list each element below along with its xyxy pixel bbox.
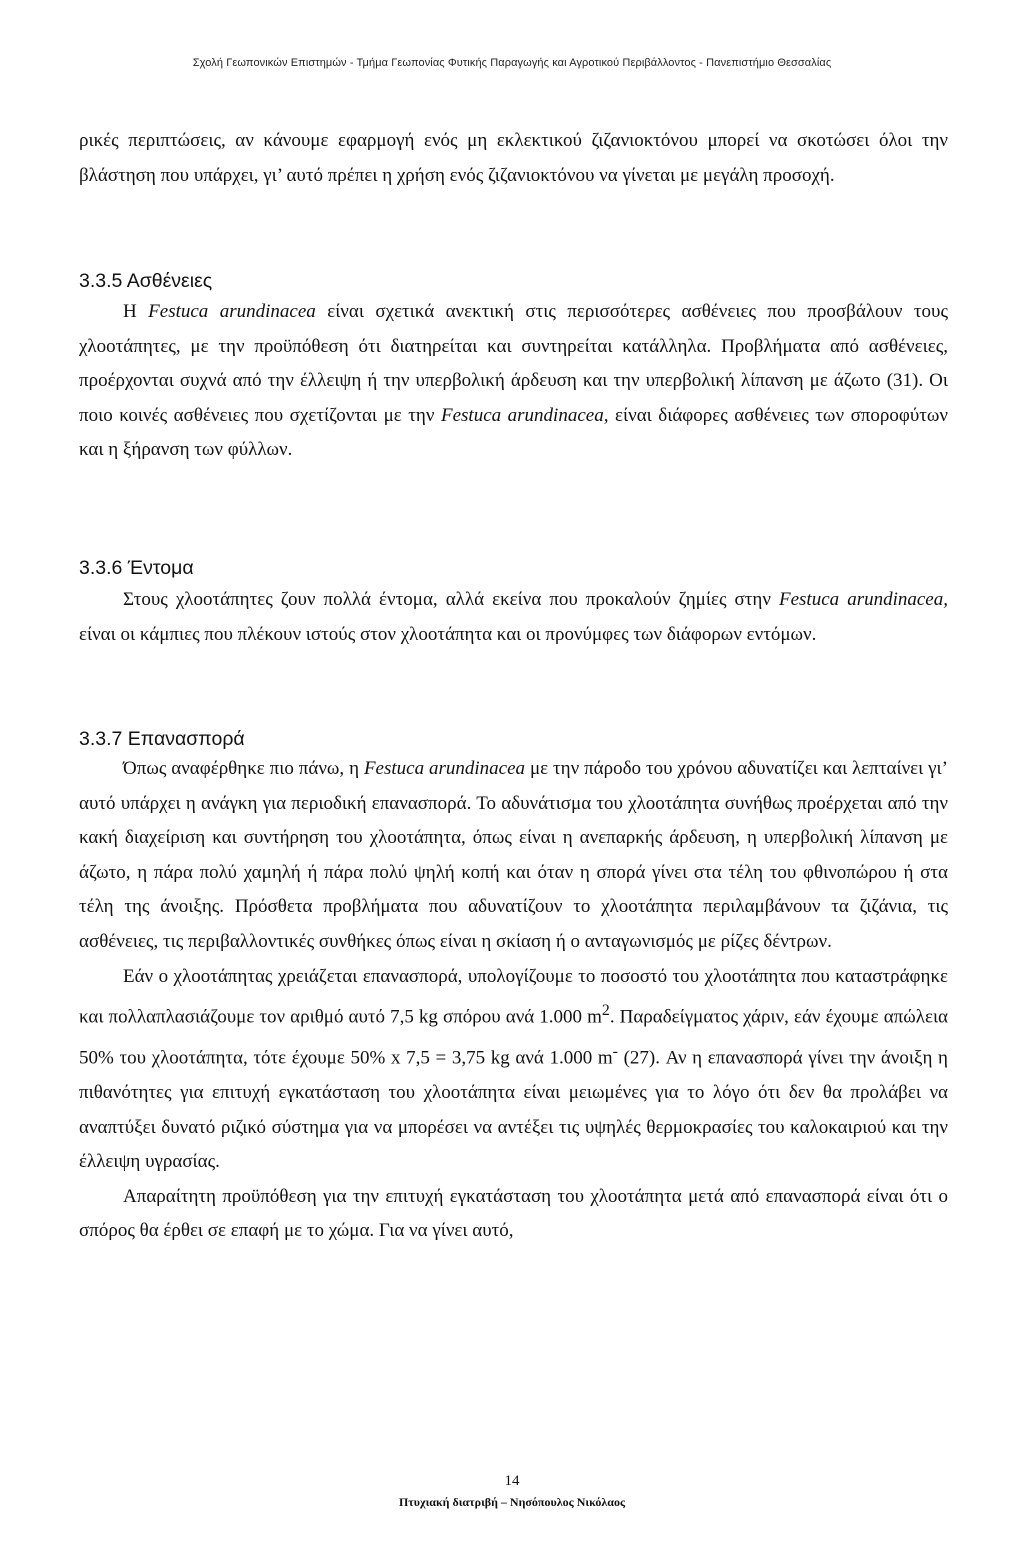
text-run: είναι σχετικά ανεκτική στις περισσότερες ασθένειες που προσβάλουν τους χλοοτάπητες, με την προϋπόθεση ότι διατηρείται και συντηρείται κατάλληλα. Προβλήματα από ασθένειες, προέρχονται συχνά από την έλλειψη ή την υπερβολική άρδευση και την υπερβολική λίπανση με άζωτο (31). Οι ποιο κοινές ασθένειες που σχετίζονται με την: [79, 301, 948, 426]
section-3-3-5: [79, 266, 948, 296]
intro-block: [79, 124, 948, 193]
section-3-3-5-body: [79, 295, 948, 468]
section-heading: 3.3.7 Επανασπορά: [79, 728, 245, 750]
paragraph: [79, 960, 948, 1180]
intro-paragraph: ρικές περιπτώσεις, αν κάνουμε εφαρμογή ενός μη εκλεκτικού ζιζανιοκτόνου μπορεί να σκοτώσει όλοι την βλάστηση που υπάρχει, γι’ αυτό πρέπει η χρήση ενός ζιζανιοκτόνου να γίνεται με μεγάλη προσοχή.: [79, 130, 948, 186]
section-heading: 3.3.6 Έντομα: [79, 557, 194, 579]
species-name: Festuca arundinacea,: [779, 589, 948, 610]
section-3-3-7: [79, 724, 948, 754]
text-run: Όπως αναφέρθηκε πιο πάνω, η: [123, 758, 364, 779]
text-run: Η: [123, 301, 149, 322]
paragraph: [79, 583, 948, 652]
text-run: . Παραδείγματος χάριν, εάν έχουμε απώλεια 50% του χλοοτάπητα, τότε έχουμε 50% x 7,5 = 3,75 kg ανά 1.000 m: [79, 1006, 949, 1069]
superscript: -: [612, 1043, 618, 1061]
species-name: Festuca arundinacea: [363, 758, 526, 779]
text-run: Στους χλοοτάπητες ζουν πολλά έντομα, αλλά εκείνα που προκαλούν ζημίες στην: [123, 589, 779, 610]
page-number: 14: [504, 1473, 520, 1489]
section-3-3-6-body: [79, 583, 948, 652]
section-3-3-7-body: [79, 752, 948, 1249]
section-3-3-6: [79, 553, 948, 583]
text-run: με την πάροδο του χρόνου αδυνατίζει και λεπταίνει γι’ αυτό υπάρχει η ανάγκη για περιοδική επανασπορά. Το αδυνάτισμα του χλοοτάπητα συνήθως προέρχεται από την κακή διαχείριση και συντήρηση του χλοοτάπητα, όπως είναι η ανεπαρκής άρδευση, η υπερβολική λίπανση με άζωτο, η πάρα πολύ χαμηλή ή πάρα πολύ ψηλή κοπή και όταν η σπορά γίνει στα τέλη του φθινοπώρου ή στα τέλη της άνοιξης. Πρόσθετα προβλήματα που αδυνατίζουν το χλοοτάπητα περιλαμβάνουν τα ζιζάνια, τις ασθένειες, τις περιβαλλοντικές συνθήκες όπως είναι η σκίαση ή ο ανταγωνισμός με ρίζες δέντρων.: [79, 758, 948, 952]
text-run: (27). Αν η επανασπορά γίνει την άνοιξη η πιθανότητες για επιτυχή εγκατάσταση του χλοοτάπητα είναι μειωμένες για το λόγο ότι δεν θα προλάβει να αναπτύξει δυνατό ριζικό σύστημα για να μπορέσει να αντέξει τις υψηλές θερμοκρασίες του καλοκαιριού και την έλλειψη υγρασίας.: [79, 1047, 948, 1173]
superscript: 2: [601, 1002, 610, 1020]
text-run: είναι οι κάμπιες που πλέκουν ιστούς στον χλοοτάπητα και οι προνύμφες των διάφορων εντόμων.: [79, 623, 817, 645]
paragraph: Απαραίτητη προϋπόθεση για την επιτυχή εγκατάσταση του χλοοτάπητα μετά από επανασπορά είναι ότι ο σπόρος θα έρθει σε επαφή με το χώμα. Για να γίνει αυτό,: [79, 1185, 948, 1242]
species-name: Festuca arundinacea,: [440, 404, 609, 426]
text-run: Εάν ο χλοοτάπητας χρειάζεται επανασπορά, υπολογίζουμε το ποσοστό του χλοοτάπητα που καταστράφηκε και πολλαπλασιάζουμε τον αριθμό αυτό 7,5 kg σπόρου ανά 1.000 m: [79, 965, 948, 1028]
paragraph: [79, 752, 948, 960]
footer-author: Πτυχιακή διατριβή – Νησόπουλος Νικόλαος: [398, 1495, 626, 1509]
species-name: Festuca arundinacea: [148, 301, 316, 322]
section-heading: 3.3.5 Ασθένειες: [79, 270, 213, 292]
running-header: Σχολή Γεωπονικών Επιστημών - Τμήμα Γεωπονίας Φυτικής Παραγωγής και Αγροτικού Περιβάλλοντος - Πανεπιστήμιο Θεσσαλίας: [192, 57, 832, 69]
text-run: είναι διάφορες ασθένειες των σποροφύτων και η ξήρανση των φύλλων.: [79, 404, 948, 461]
paragraph: [79, 295, 948, 468]
